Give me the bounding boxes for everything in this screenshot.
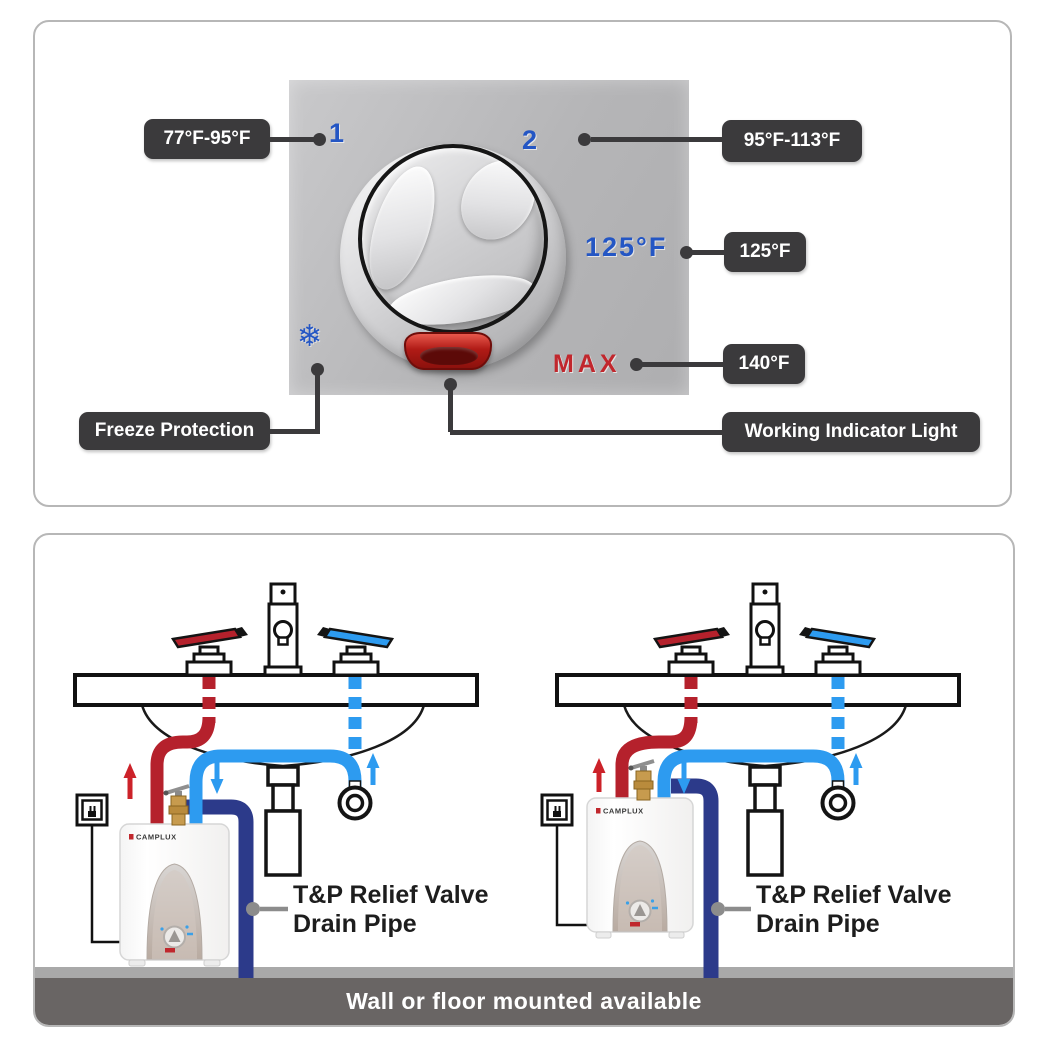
power-outlet-right [542, 795, 572, 825]
tp-relief-valve-right [629, 761, 655, 800]
drain-tailpiece-left [266, 767, 300, 875]
dial-knob [358, 144, 548, 334]
power-outlet-left [77, 795, 107, 825]
callout-indicator-line-h [450, 430, 722, 435]
cold-flow-arrow-up-right [850, 753, 863, 785]
callout-140-dot [630, 358, 643, 371]
dial-mark-max: MAX [553, 350, 621, 378]
countertop-right [557, 675, 959, 705]
installation-diagram [35, 535, 1015, 1027]
hot-flow-arrow-right [593, 758, 606, 792]
tp-relief-valve-left [164, 786, 190, 825]
dial-mark-125: 125°F [585, 232, 668, 262]
callout-freeze-dot [311, 363, 324, 376]
banner-caption: Wall or floor mounted available [35, 978, 1013, 1025]
water-heater-right [587, 798, 693, 938]
faucet-left [265, 584, 301, 675]
callout-range1-dot [313, 133, 326, 146]
callout-indicator-dot [444, 378, 457, 391]
callout-freeze-line-h [270, 429, 320, 434]
callout-140: 140°F [723, 344, 805, 384]
countertop-left [75, 675, 477, 705]
callout-indicator-line-v [448, 388, 453, 432]
installation-card [33, 533, 1015, 1027]
cold-flow-arrow-up-left [367, 753, 380, 785]
tp-label-right [711, 881, 952, 938]
control-panel [289, 80, 689, 395]
water-heater-left [120, 824, 229, 966]
callout-freeze-line-v [315, 375, 320, 431]
working-indicator-light [404, 332, 492, 370]
tp-label-right-line1: T&P Relief Valve [756, 881, 952, 909]
tp-label-left [246, 881, 489, 938]
knob-petal-right [446, 146, 548, 254]
tp-label-left-line2: Drain Pipe [293, 910, 417, 938]
callout-range2: 95°F-113°F [722, 120, 862, 162]
drain-tailpiece-right [748, 767, 782, 875]
tp-label-right-line2: Drain Pipe [756, 910, 880, 938]
brand-logo-right: CAMPLUX [603, 806, 644, 816]
hot-valve-right [655, 627, 730, 675]
brand-logo-mark-right [596, 808, 601, 814]
callout-range1: 77°F-95°F [144, 119, 270, 159]
power-cord-right [557, 825, 587, 925]
cold-flow-arrow-down-left [211, 761, 224, 794]
snowflake-icon: ❄ [297, 320, 323, 353]
hot-flow-arrow-left [124, 763, 137, 799]
callout-range2-line [591, 137, 722, 142]
callout-125-line [690, 250, 724, 255]
tp-label-left-line1: T&P Relief Valve [293, 881, 489, 909]
supply-outlet-right [823, 781, 854, 819]
callout-140-line [639, 362, 723, 367]
supply-outlet-left [340, 781, 371, 819]
dial-mark-1: 1 [329, 118, 345, 148]
cold-valve-right [799, 627, 874, 675]
cold-valve-left [317, 627, 392, 675]
callout-125: 125°F [724, 232, 806, 272]
faucet-right [747, 584, 783, 675]
callout-freeze: Freeze Protection [79, 412, 270, 450]
brand-logo-left: CAMPLUX [136, 832, 177, 842]
dial-callout-card [33, 20, 1012, 507]
hot-valve-left [173, 627, 248, 675]
dial-mark-2: 2 [522, 125, 538, 155]
indicator-light-core [420, 347, 478, 365]
power-cord-left [92, 825, 120, 942]
callout-indicator: Working Indicator Light [722, 412, 980, 452]
brand-logo-mark-left [129, 834, 134, 840]
callout-range2-dot [578, 133, 591, 146]
callout-125-dot [680, 246, 693, 259]
